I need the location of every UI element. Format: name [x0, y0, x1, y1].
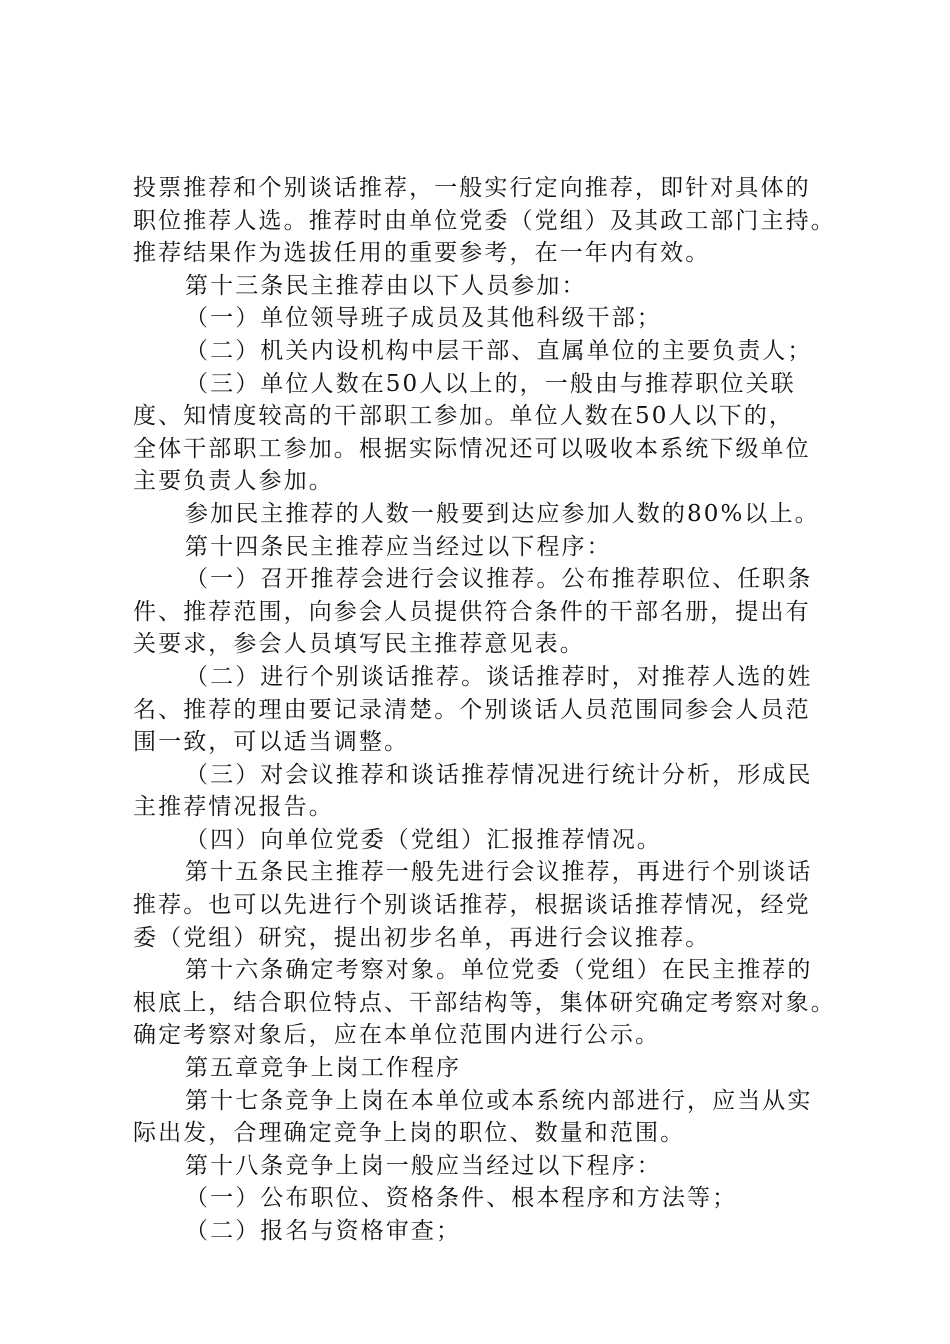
text-line: 第十三条民主推荐由以下人员参加： — [185, 272, 587, 299]
text-line: 参加民主推荐的人数一般要到达应参加人数的80%以上。 — [185, 500, 820, 527]
text-line: （一）召开推荐会进行会议推荐。公布推荐职位、任职条 — [185, 566, 813, 593]
text-line: 第五章竞争上岗工作程序 — [185, 1055, 462, 1082]
text-line: 第十五条民主推荐一般先进行会议推荐，再进行个别谈话 — [185, 859, 813, 886]
text-line: 全体干部职工参加。根据实际情况还可以吸收本系统下级单位 — [133, 435, 811, 462]
text-line: 名、推荐的理由要记录清楚。个别谈话人员范围同参会人员范 — [133, 696, 811, 723]
text-line: 关要求，参会人员填写民主推荐意见表。 — [133, 631, 585, 658]
text-line: （三）对会议推荐和谈话推荐情况进行统计分析，形成民 — [185, 761, 813, 788]
text-line: 投票推荐和个别谈话推荐，一般实行定向推荐，即针对具体的 — [133, 175, 811, 201]
text-line: 职位推荐人选。推荐时由单位党委（党组）及其政工部门主持。 — [133, 207, 836, 234]
document-body — [133, 172, 843, 1248]
text-line: 围一致，可以适当调整。 — [133, 729, 410, 756]
text-line: （二）报名与资格审查； — [185, 1218, 462, 1244]
text-line: 委（党组）研究，提出初步名单，再进行会议推荐。 — [133, 924, 711, 951]
text-line: 际出发，合理确定竞争上岗的职位、数量和范围。 — [133, 1120, 686, 1147]
text-line: 主推荐情况报告。 — [133, 794, 334, 821]
text-line: 度、知情度较高的干部职工参加。单位人数在50人以下的， — [133, 403, 794, 430]
text-line: （二）机关内设机构中层干部、直属单位的主要负责人； — [185, 337, 813, 364]
text-line: 第十七条竞争上岗在本单位或本系统内部进行，应当从实 — [185, 1087, 813, 1114]
text-line: （四）向单位党委（党组）汇报推荐情况。 — [185, 826, 662, 853]
text-line: 第十八条竞争上岗一般应当经过以下程序： — [185, 1152, 662, 1179]
text-line: （一）单位领导班子成员及其他科级干部； — [185, 305, 662, 332]
text-line: 主要负责人参加。 — [133, 468, 334, 495]
text-line: （一）公布职位、资格条件、根本程序和方法等； — [185, 1185, 738, 1212]
text-line: 确定考察对象后，应在本单位范围内进行公示。 — [133, 1022, 661, 1049]
text-line: 根底上，结合职位特点、干部结构等，集体研究确定考察对象。 — [133, 989, 836, 1016]
text-line: 推荐。也可以先进行个别谈话推荐，根据谈话推荐情况，经党 — [133, 892, 811, 919]
text-line: （三）单位人数在50人以上的，一般由与推荐职位关联 — [185, 370, 796, 397]
text-line: 第十四条民主推荐应当经过以下程序： — [185, 533, 612, 560]
text-line: 推荐结果作为选拔任用的重要参考，在一年内有效。 — [133, 240, 711, 267]
text-line: 件、推荐范围，向参会人员提供符合条件的干部名册，提出有 — [133, 598, 811, 625]
text-line: 第十六条确定考察对象。单位党委（党组）在民主推荐的 — [185, 957, 813, 984]
text-line: （二）进行个别谈话推荐。谈话推荐时，对推荐人选的姓 — [185, 663, 813, 690]
